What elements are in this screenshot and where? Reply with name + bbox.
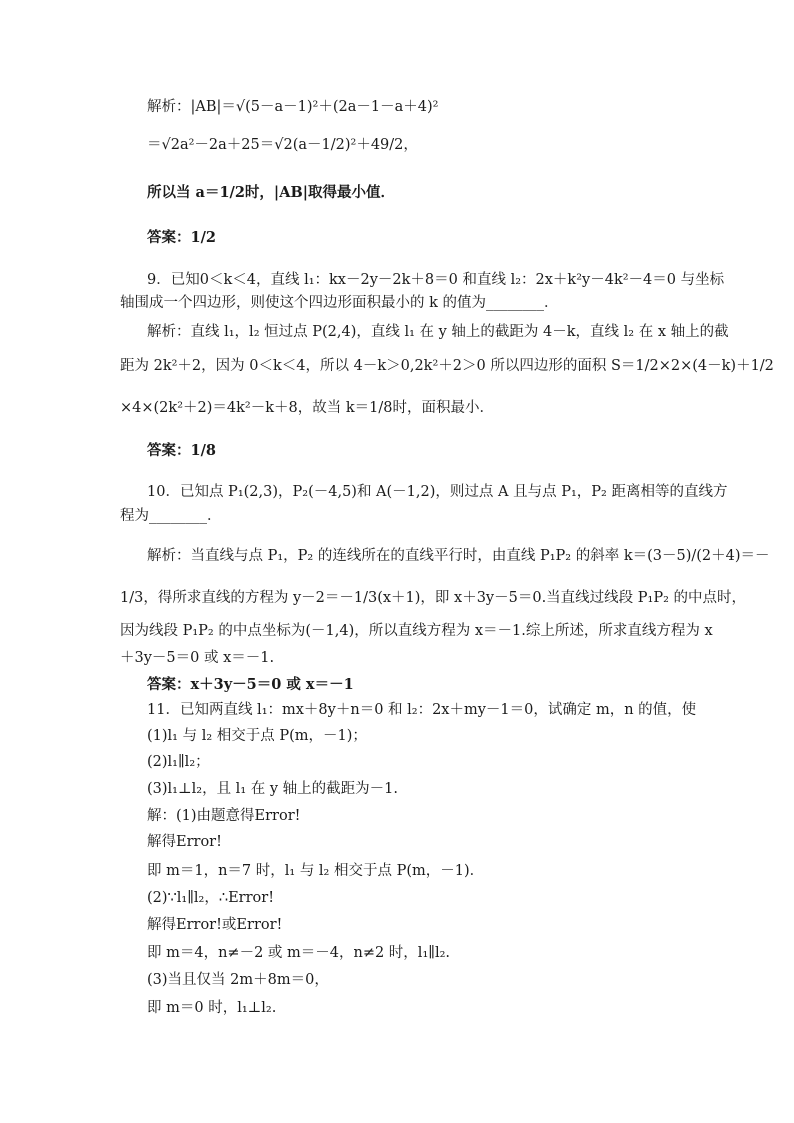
question-10-line-2: 程为________．: [120, 508, 222, 524]
solution-11-line-5: 解得Error!或Error!: [147, 917, 283, 933]
solution-11-line-8: 即 m＝0 时，l₁⊥l₂.: [147, 1000, 277, 1016]
question-10-line-1: 10．已知点 P₁(2,3)，P₂(－4,5)和 A(－1,2)，则过点 A 且与点 P₁，P₂ 距离相等的直线方: [147, 484, 728, 500]
solution-9-line-2: 距为 2k²＋2，因为 0＜k＜4，所以 4－k＞0,2k²＋2＞0 所以四边形的面积 S＝1/2×2×(4－k)＋1/2: [120, 358, 774, 374]
answer-10: 答案：x＋3y－5＝0 或 x＝－1: [147, 676, 354, 693]
question-11-part-2: (2)l₁∥l₂；: [147, 754, 210, 770]
solution-line-ab-distance: 解析：|AB|＝√(5－a－1)²＋(2a－1－a＋4)²: [147, 99, 439, 115]
solution-line-min-value: 所以当 a＝1/2时，|AB|取得最小值．: [147, 184, 395, 201]
solution-11-line-3: 即 m＝1，n＝7 时，l₁ 与 l₂ 相交于点 P(m，－1)．: [147, 863, 485, 879]
solution-11-line-2: 解得Error!: [147, 834, 222, 850]
solution-10-line-3: 因为线段 P₁P₂ 的中点坐标为(－1,4)，所以直线方程为 x＝－1.综上所述，所求直线方程为 x: [120, 623, 713, 639]
solution-10-line-1: 解析：当直线与点 P₁，P₂ 的连线所在的直线平行时，由直线 P₁P₂ 的斜率 k＝(3－5)/(2＋4)＝－: [147, 548, 770, 564]
solution-10-line-2: 1/3，得所求直线的方程为 y－2＝－1/3(x＋1)，即 x＋3y－5＝0.当直线过线段 P₁P₂ 的中点时，: [120, 590, 747, 606]
solution-line-ab-simplify: ＝√2a²－2a＋25＝√2(a－1/2)²＋49/2，: [147, 137, 418, 153]
solution-9-line-1: 解析：直线 l₁，l₂ 恒过点 P(2,4)，直线 l₁ 在 y 轴上的截距为 4－k，直线 l₂ 在 x 轴上的截: [147, 324, 729, 340]
solution-11-line-1: 解：(1)由题意得Error!: [147, 808, 301, 824]
solution-9-line-3: ×4×(2k²＋2)＝4k²－k＋8，故当 k＝1/8时，面积最小．: [120, 400, 494, 416]
question-9-line-2: 轴围成一个四边形，则使这个四边形面积最小的 k 的值为________．: [120, 295, 559, 311]
question-11-part-1: (1)l₁ 与 l₂ 相交于点 P(m，－1)；: [147, 728, 367, 744]
solution-10-line-4: ＋3y－5＝0 或 x＝－1.: [120, 650, 275, 666]
question-11-line-1: 11．已知两直线 l₁：mx＋8y＋n＝0 和 l₂：2x＋my－1＝0，试确定 m，n 的值，使: [147, 702, 697, 718]
solution-11-line-6: 即 m＝4，n≠－2 或 m＝－4，n≠2 时，l₁∥l₂.: [147, 945, 451, 961]
solution-11-line-4: (2)∵l₁∥l₂，∴Error!: [147, 890, 275, 906]
solution-11-line-7: (3)当且仅当 2m＋8m＝0，: [147, 972, 329, 988]
answer-9: 答案：1/8: [147, 442, 216, 459]
question-11-part-3: (3)l₁⊥l₂，且 l₁ 在 y 轴上的截距为－1.: [147, 781, 398, 797]
question-9-line-1: 9．已知0＜k＜4，直线 l₁：kx－2y－2k＋8＝0 和直线 l₂：2x＋k²y－4k²－4＝0 与坐标: [147, 272, 725, 288]
answer-8: 答案：1/2: [147, 229, 216, 246]
